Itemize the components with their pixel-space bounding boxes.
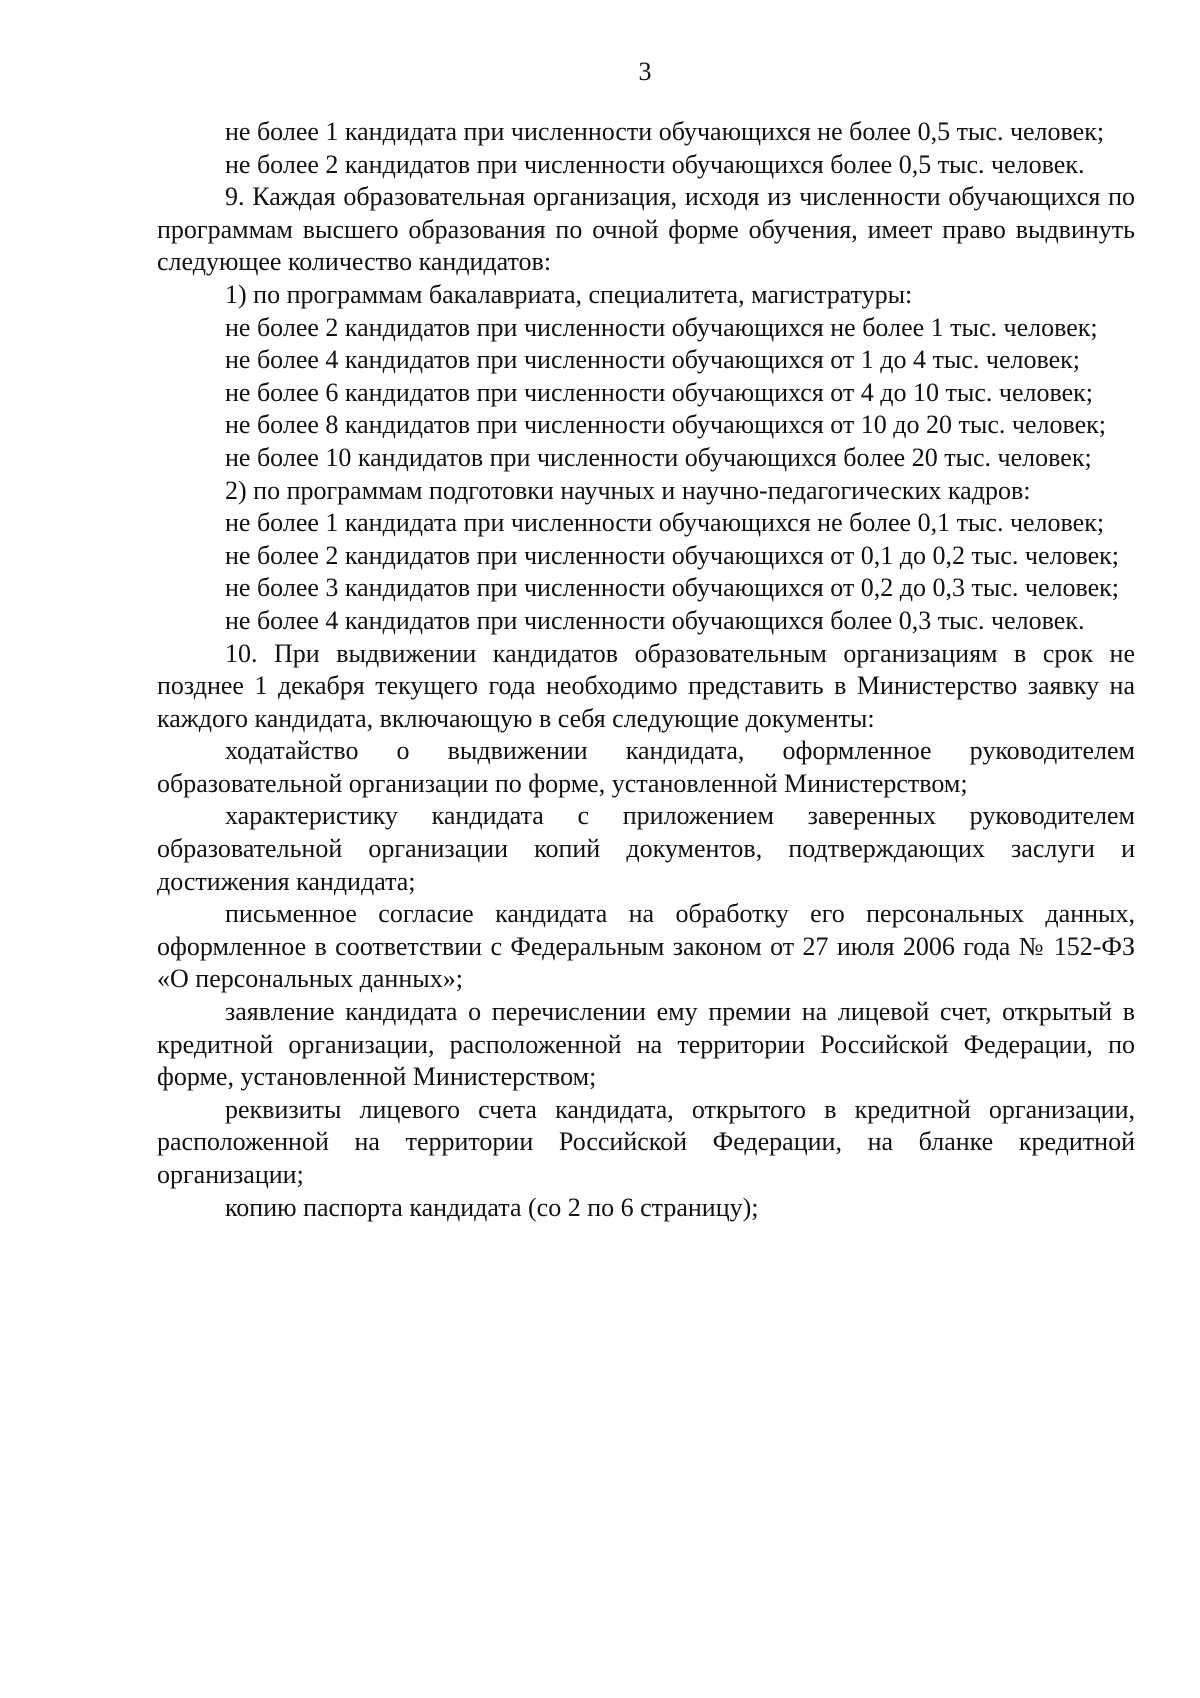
document-list-item: реквизиты лицевого счета кандидата, открытого в кредитной организации, расположенной на территории Российской Федерации, на бланке кредитной организации; xyxy=(157,1094,1135,1189)
paragraph: не более 10 кандидатов при численности обучающихся более 20 тыс. человек; xyxy=(225,442,1092,472)
paragraph: не более 4 кандидатов при численности обучающихся более 0,3 тыс. человек. xyxy=(225,605,1085,635)
document-list-item: письменное согласие кандидата на обработку его персональных данных, оформленное в соответствии с Федеральным законом от 27 июля 2006 года № 152-ФЗ «О персональных данных»; xyxy=(157,899,1135,994)
paragraph: не более 2 кандидатов при численности обучающихся более 0,5 тыс. человек. xyxy=(225,149,1085,179)
paragraph: не более 2 кандидатов при численности обучающихся от 0,1 до 0,2 тыс. человек; xyxy=(225,540,1119,570)
paragraph: не более 2 кандидатов при численности обучающихся не более 1 тыс. человек; xyxy=(225,312,1098,342)
paragraph: не более 6 кандидатов при численности обучающихся от 4 до 10 тыс. человек; xyxy=(225,377,1093,407)
subitem-2-heading: 2) по программам подготовки научных и научно-педагогических кадров: xyxy=(225,475,1031,505)
page-number: 3 xyxy=(638,57,652,86)
paragraph-item-9: 9. Каждая образовательная организация, исходя из численности обучающихся по программам высшего образования по очной форме обучения, имеет право выдвинуть следующее количество кандидатов: xyxy=(157,182,1135,277)
paragraph: не более 1 кандидата при численности обучающихся не более 0,1 тыс. человек; xyxy=(225,508,1105,538)
document-list-item: копию паспорта кандидата (со 2 по 6 страницу); xyxy=(225,1192,759,1222)
document-list-item: характеристику кандидата с приложением заверенных руководителем образовательной организации копий документов, подтверждающих заслуги и достижения кандидата; xyxy=(157,801,1135,896)
paragraph: не более 1 кандидата при численности обучающихся не более 0,5 тыс. человек; xyxy=(225,117,1105,146)
paragraph-item-10: 10. При выдвижении кандидатов образовательным организациям в срок не позднее 1 декабря текущего года необходимо представить в Министерство заявку на каждого кандидата, включающую в себя следующие документы: xyxy=(157,638,1135,733)
paragraph: не более 8 кандидатов при численности обучающихся от 10 до 20 тыс. человек; xyxy=(225,410,1106,440)
document-body xyxy=(157,116,1135,1224)
subitem-1-heading: 1) по программам бакалавриата, специалитета, магистратуры: xyxy=(225,279,913,309)
paragraph: не более 3 кандидатов при численности обучающихся от 0,2 до 0,3 тыс. человек; xyxy=(225,573,1119,603)
document-list-item: заявление кандидата о перечислении ему премии на лицевой счет, открытый в кредитной организации, расположенной на территории Российской Федерации, по форме, установленной Министерством; xyxy=(157,997,1135,1092)
document-list-item: ходатайство о выдвижении кандидата, оформленное руководителем образовательной организации по форме, установленной Министерством; xyxy=(157,736,1135,798)
paragraph: не более 4 кандидатов при численности обучающихся от 1 до 4 тыс. человек; xyxy=(225,345,1080,375)
